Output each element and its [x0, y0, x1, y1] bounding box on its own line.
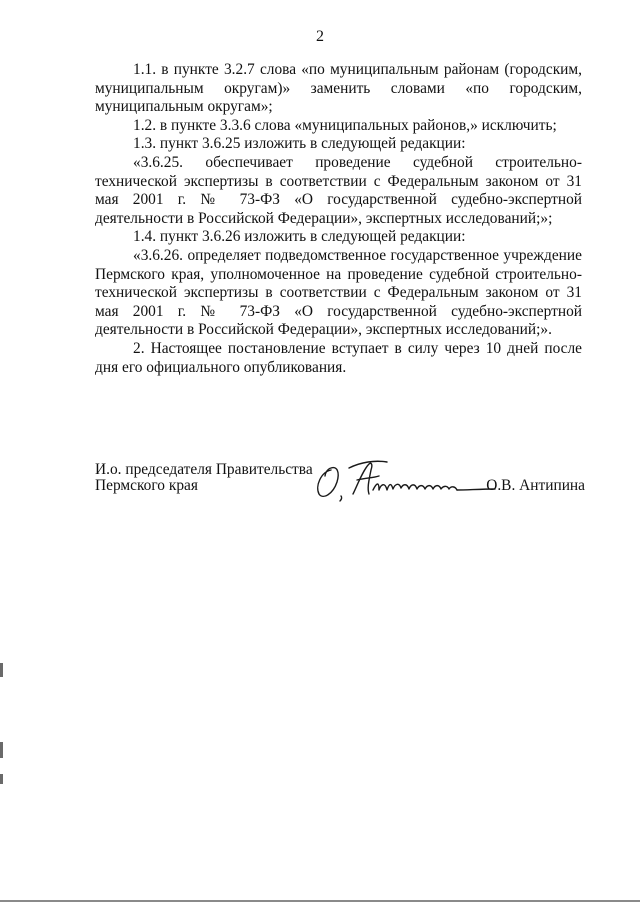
scan-bottom-edge: [0, 900, 640, 902]
paragraph-1-2: 1.2. в пункте 3.3.6 слова «муниципальных районов,» исключить;: [133, 116, 557, 134]
signatory-name: О.В. Антипина: [486, 477, 585, 494]
scan-edge-mark: [0, 774, 3, 784]
signatory-title-line2: Пермского края: [95, 477, 198, 494]
document-body: [95, 61, 582, 377]
handwritten-signature: [313, 456, 498, 502]
paragraph-3-6-25: «3.6.25. обеспечивает проведение судебной строительно-технической экспертизы в соответствии с Федеральным законом от 31 мая 2001 г. № 73-ФЗ «О государственной судебно-экспертной деятельности в Российской Федерации», экспертных исследований;»;: [95, 153, 582, 227]
paragraph-2: 2. Настоящее постановление вступает в силу через 10 дней после дня его официального опубликования.: [95, 339, 582, 376]
paragraph-3-6-26: «3.6.26. определяет подведомственное государственное учреждение Пермского края, уполномоченное на проведение судебной строительно-технической экспертизы в соответствии с Федеральным законом от 31 мая 2001 г. № 73-ФЗ «О государственной судебно-экспертной деятельности в Российской Федерации», экспертных исследований;».: [95, 246, 582, 339]
scan-edge-mark: [0, 663, 3, 677]
paragraph-1-1: 1.1. в пункте 3.2.7 слова «по муниципальным районам (городским, муниципальным округам)» заменить словами «по городским, муниципальным округам»;: [95, 61, 582, 116]
paragraph-1-4: 1.4. пункт 3.6.26 изложить в следующей редакции:: [133, 228, 466, 246]
signatory-title-line1: И.о. председателя Правительства: [95, 461, 313, 478]
signature-block: [95, 462, 585, 512]
scan-edge-mark: [0, 742, 3, 758]
page-number: 2: [316, 28, 324, 45]
paragraph-1-3: 1.3. пункт 3.6.25 изложить в следующей редакции:: [133, 135, 466, 153]
signatory-title: [95, 462, 325, 494]
